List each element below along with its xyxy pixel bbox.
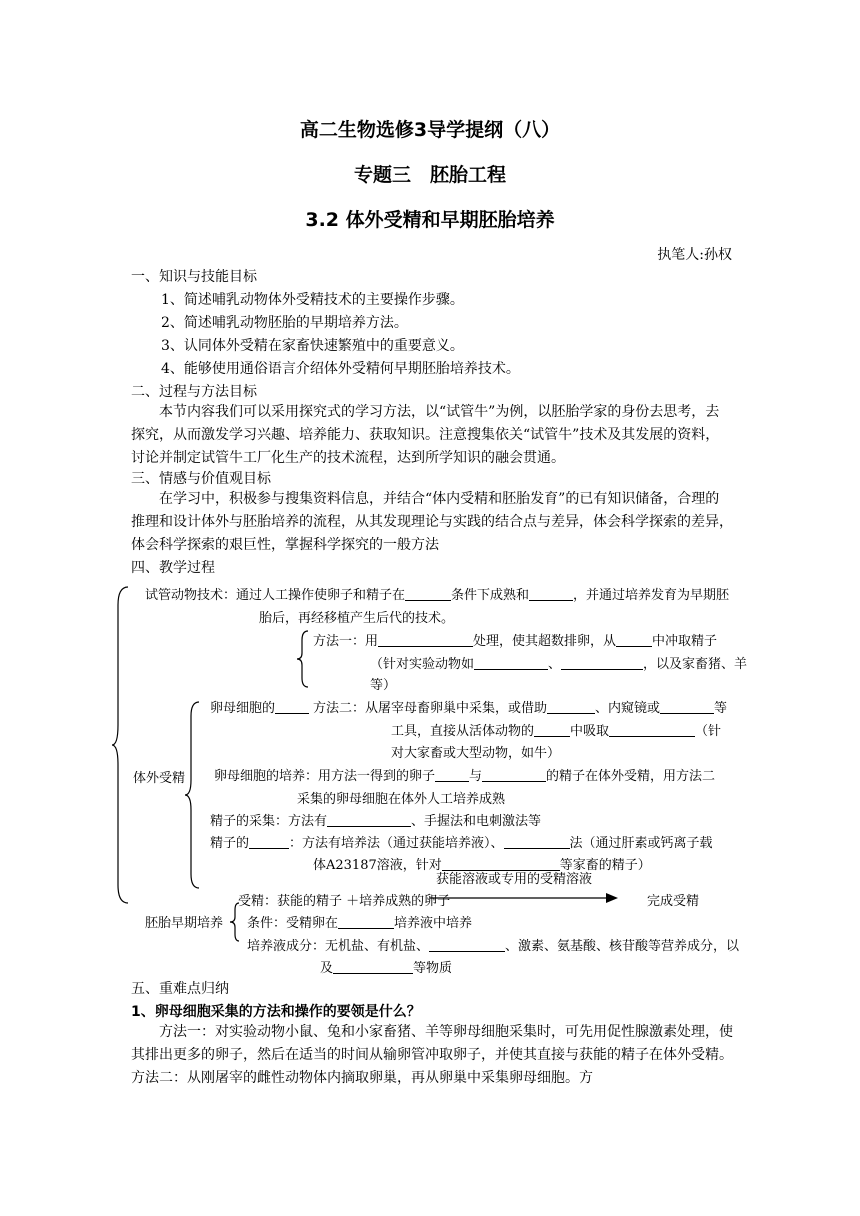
ivf-technology-line-2: 胎后，再经移植产生后代的技术。: [259, 611, 455, 626]
embryo-culture-label: 胚胎早期培养: [145, 916, 224, 931]
fertilization-complete: 完成受精: [647, 894, 700, 909]
method-two-line-3: 对大家畜或大型动物，如牛）: [391, 746, 561, 761]
question-1: 1、卵母细胞采集的方法和操作的要领是什么？: [131, 1004, 421, 1020]
section-title: 3.2 体外受精和早期胚胎培养: [305, 209, 555, 231]
sperm-capacitation: 精子的 ：方法有培养法（通过获能培养液）、 法（通过肝素或钙离子载: [210, 836, 713, 851]
answer-paragraph: 方法一：对实验动物小鼠、兔和小家畜猪、羊等卵母细胞采集时，可先用促性腺激素处理，使其排出更多的卵子，然后在适当的时间从输卵管冲取卵子，并使其直接与获能的精子在体外受精。方法二：从刚屠宰的雌性动物体内摘取卵巢，再从卵巢中采集卵母细胞。方: [131, 1024, 733, 1086]
heading-teaching: 四、教学过程: [131, 560, 215, 576]
ivf-brace: [185, 700, 203, 890]
outer-brace: [112, 585, 132, 905]
goal-item: 1、简述哺乳动物体外受精技术的主要操作步骤。: [161, 292, 464, 308]
culture-condition: 条件：受精卵在 培养液中培养: [247, 916, 473, 931]
sperm-capacitation-line-2: 体A23187溶液，针对 等家畜的精子）: [313, 858, 651, 873]
ivf-label: 体外受精: [133, 771, 186, 786]
heading-process: 二、过程与方法目标: [131, 384, 257, 400]
page-title: 高二生物选修3导学提纲（八）: [299, 119, 561, 141]
sperm-collection: 精子的采集：方法有 、手握法和电刺激法等: [210, 814, 542, 829]
process-paragraph: 本节内容我们可以采用探究式的学习方法，以“试管牛”为例，以胚胎学家的身份去思考，去探究，从而激发学习兴趣、培养能力、获取知识。注意搜集依关“试管牛”技术及其发展的资料，讨论并制定试管牛工厂化生产的技术流程，达到所学知识的融会贯通。: [131, 404, 720, 466]
arrow: [430, 892, 620, 904]
goal-item: 3、认同体外受精在家畜快速繁殖中的重要意义。: [161, 338, 464, 354]
heading-summary: 五、重难点归纳: [131, 981, 229, 997]
culture-components: 培养液成分：无机盐、有机盐、 、激素、氨基酸、核苷酸等营养成分，以: [247, 939, 740, 954]
egg-culture: 卵母细胞的培养：用方法一得到的卵子 与 的精子在体外受精，用方法二: [214, 769, 716, 784]
arrow-label: 获能溶液或专用的受精溶液: [436, 872, 593, 887]
method-two-line-2: 工具，直接从活体动物的 中吸取 （针: [391, 724, 722, 739]
goal-item: 4、能够使用通俗语言介绍体外受精何早期胚胎培养技术。: [161, 361, 520, 377]
ivf-technology-line: 试管动物技术：通过人工操作使卵子和精子在 条件下成熟和 ，并通过培养发育为早期胚: [145, 588, 730, 603]
author: 执笔人:孙权: [657, 247, 732, 263]
topic-title: 专题三 胚胎工程: [353, 164, 506, 186]
method-one: 方法一：用 处理，使其超数排卵，从 中冲取精子: [313, 634, 718, 649]
culture-components-line-2: 及 等物质: [320, 961, 453, 976]
egg-collection-label: 卵母细胞的: [210, 697, 309, 716]
heading-values: 三、情感与价值观目标: [131, 471, 271, 487]
heading-knowledge: 一、知识与技能目标: [131, 269, 257, 285]
method-two: 方法二：从屠宰母畜卵巢中采集，或借助 、内窥镜或 等: [313, 701, 728, 716]
method-brace: [296, 630, 310, 688]
goal-item: 2、简述哺乳动物胚胎的早期培养方法。: [161, 315, 408, 331]
values-paragraph: 在学习中，积极参与搜集资料信息，并结合“体内受精和胚胎发育”的已有知识储备，合理的推理和设计体外与胚胎培养的流程，从其发现理论与实践的结合点与差异，体会科学探索的差异，体会科学探索的艰巨性，掌握科学探究的一般方法: [131, 491, 733, 553]
egg-culture-line-2: 采集的卵母细胞在体外人工培养成熟: [297, 792, 506, 807]
fertilization-line: 受精：获能的精子 ＋培养成熟的卵子: [238, 894, 451, 909]
method-one-line-2: （针对实验动物如 、 ，以及家畜猪、羊: [370, 657, 748, 672]
method-one-line-3: 等）: [370, 678, 397, 693]
